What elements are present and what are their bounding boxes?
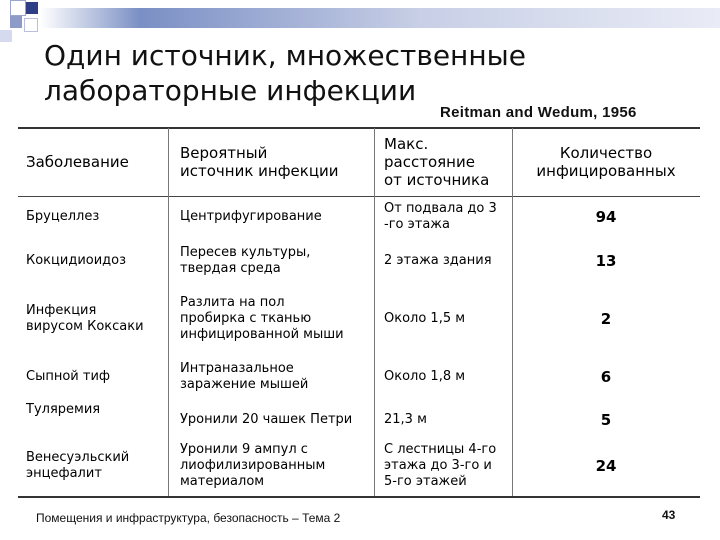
- header-count: [514, 130, 698, 194]
- title-line-1: Один источник, множественные: [44, 39, 526, 72]
- table-row-source: Пересев культуры, твердая среда: [180, 245, 311, 276]
- header-source-line-1: Вероятный: [180, 144, 268, 162]
- table-row-disease: Туляремия: [26, 402, 101, 417]
- table-row-count: 13: [595, 252, 617, 270]
- table-row-source: Уронили 20 чашек Петри: [180, 412, 353, 427]
- header-source: [180, 130, 370, 194]
- decor-square-3: [10, 16, 22, 28]
- header-distance: [384, 130, 510, 194]
- table-row-distance: От подвала до 3 -го этажа: [384, 201, 497, 232]
- table-row-distance: 21,3 м: [384, 412, 427, 427]
- table-row-disease: Инфекция вирусом Коксаки: [26, 303, 144, 334]
- table-row-disease: Бруцеллез: [26, 209, 100, 224]
- column-divider-1: [168, 128, 169, 496]
- table-row-source: Разлита на пол пробирка с тканью инфицированной мыши: [180, 295, 344, 342]
- table-row-disease: Венесуэльский энцефалит: [26, 450, 130, 481]
- table-header-rule: [18, 196, 700, 197]
- table-row-count: 24: [595, 457, 617, 475]
- decor-square-5: [0, 30, 12, 42]
- slide-title: [44, 38, 564, 108]
- table-top-rule: [18, 127, 700, 129]
- citation: Reitman and Wedum, 1956: [440, 104, 637, 121]
- table-row-count: 6: [600, 368, 612, 386]
- decor-square-2: [26, 2, 38, 14]
- table-row-source: Центрифугирование: [180, 209, 322, 224]
- table-row-count: 5: [600, 411, 612, 429]
- header-distance-line-1: Макс.: [384, 135, 429, 153]
- table-row-disease: Кокцидиоидоз: [26, 253, 127, 268]
- table-row-source: Уронили 9 ампул с лиофилизированным материалом: [180, 442, 326, 489]
- header-distance-line-3: от источника: [384, 171, 490, 189]
- table-row-count: 94: [595, 208, 617, 226]
- header-source-line-2: источник инфекции: [180, 162, 339, 180]
- header-distance-line-2: расстояние: [384, 153, 475, 171]
- decor-square-4: [24, 18, 38, 32]
- column-divider-3: [512, 128, 513, 496]
- table-bottom-rule: [18, 496, 700, 498]
- page-number: 43: [662, 508, 676, 522]
- slide-footer: Помещения и инфраструктура, безопасность – Тема 2: [36, 511, 341, 525]
- header-count-line-1: Количество: [559, 144, 653, 162]
- header-gradient-bar: [0, 8, 720, 28]
- table-row-distance: 2 этажа здания: [384, 253, 492, 268]
- table-row-disease: Сыпной тиф: [26, 369, 111, 384]
- header-disease: Заболевание: [26, 153, 129, 171]
- column-divider-2: [374, 128, 375, 496]
- table-row-count: 2: [600, 310, 612, 328]
- table-row-distance: Около 1,5 м: [384, 311, 466, 326]
- title-line-2: лабораторные инфекции: [44, 74, 417, 107]
- header-count-line-2: инфицированных: [536, 162, 676, 180]
- table-row-distance: С лестницы 4-го этажа до 3-го и 5-го этажей: [384, 442, 497, 489]
- table-row-source: Интраназальное заражение мышей: [180, 361, 309, 392]
- decor-square-1: [10, 0, 26, 16]
- table-row-distance: Около 1,8 м: [384, 369, 466, 384]
